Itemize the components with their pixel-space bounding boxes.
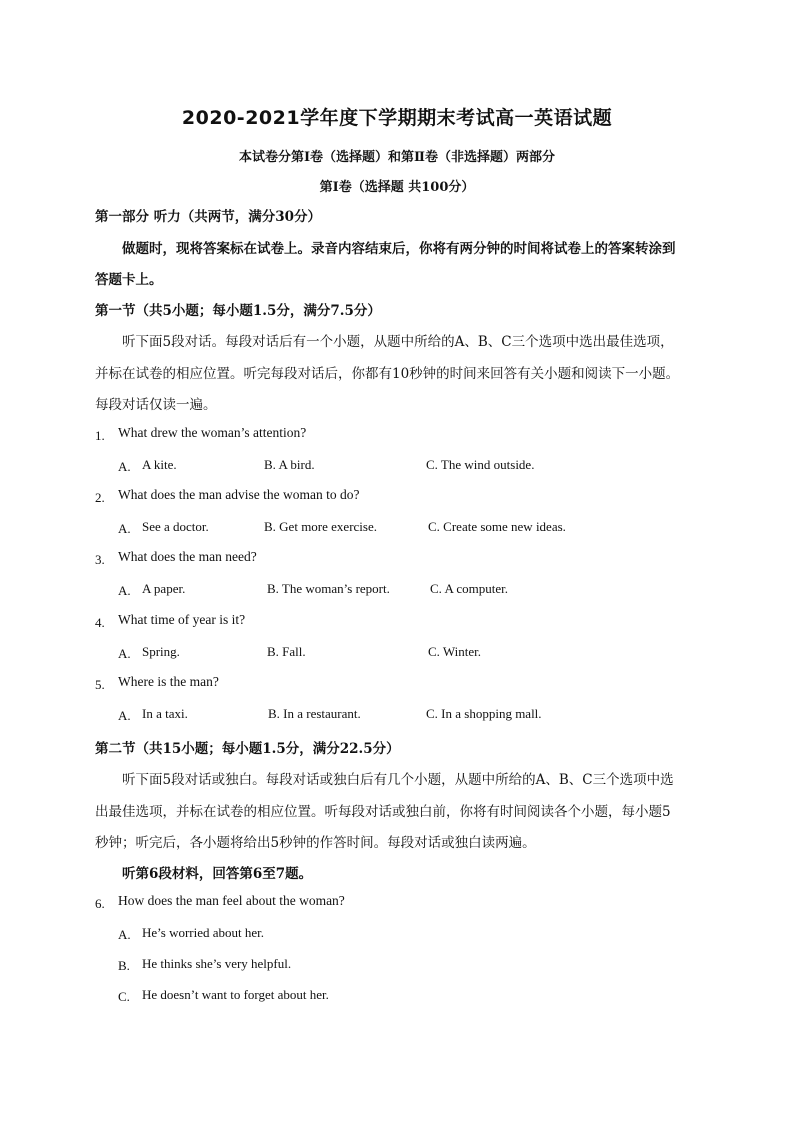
volume-heading: 第Ⅰ卷（选择题 共100分） <box>319 180 475 195</box>
option-b: B. A bird. <box>264 457 315 472</box>
option-a: He’s worried about her. <box>142 925 265 940</box>
question-text: What does the man need? <box>118 549 257 564</box>
option-a: A kite. <box>142 457 177 472</box>
section2-intro-line-1: 听下面5段对话或独白。每段对话或独白后有几个小题，从题中所给的A、B、C三个选项中选 <box>122 772 674 788</box>
option-b: He thinks she’s very helpful. <box>142 956 292 971</box>
option-c: C. In a shopping mall. <box>426 706 542 721</box>
question-text: Where is the man? <box>118 674 219 689</box>
option-b: B. In a restaurant. <box>268 706 361 721</box>
exam-subtitle: 本试卷分第Ⅰ卷（选择题）和第Ⅱ卷（非选择题）两部分 <box>238 150 556 165</box>
option-c: He doesn’t want to forget about her. <box>142 987 329 1002</box>
question-text: What drew the woman’s attention? <box>118 425 307 440</box>
option-a-letter: A. <box>118 583 131 598</box>
option-c: C. A computer. <box>430 581 508 596</box>
section1-intro-line-2: 并标在试卷的相应位置。听完每段对话后，你都有10秒钟的时间来回答有关小题和阅读下一小题。 <box>95 366 680 382</box>
option-a-letter: A. <box>118 708 131 723</box>
exam-title: 2020-2021学年度下学期期末考试高一英语试题 <box>181 107 613 129</box>
option-a: In a taxi. <box>142 706 188 721</box>
instruction-line-2: 答题卡上。 <box>95 272 163 288</box>
option-a: A paper. <box>142 581 186 596</box>
question-number: 4. <box>95 615 105 630</box>
question-text: What does the man advise the woman to do? <box>118 487 360 502</box>
question-text: How does the man feel about the woman? <box>118 893 345 908</box>
option-c: C. The wind outside. <box>426 457 535 472</box>
option-c: C. Winter. <box>428 644 482 659</box>
option-a-letter: A. <box>118 927 131 942</box>
option-a: Spring. <box>142 644 180 659</box>
section2-heading: 第二节（共15小题；每小题1.5分，满分22.5分） <box>95 741 400 757</box>
section2-intro-line-3: 秒钟；听完后，各小题将给出5秒钟的作答时间。每段对话或独白读两遍。 <box>95 835 536 851</box>
section1-heading: 第一节（共5小题；每小题1.5分，满分7.5分） <box>95 303 381 319</box>
option-a-letter: A. <box>118 459 131 474</box>
option-a-letter: A. <box>118 646 131 661</box>
section2-intro-line-2: 出最佳选项，并标在试卷的相应位置。听每段对话或独白前，你将有时间阅读各个小题，每小题5 <box>95 804 671 820</box>
question-number: 2. <box>95 490 105 505</box>
option-c-letter: C. <box>118 989 130 1004</box>
material6-heading: 听第6段材料，回答第6至7题。 <box>122 866 313 882</box>
part1-heading: 第一部分 听力（共两节，满分30分） <box>95 209 321 225</box>
question-number: 6. <box>95 896 105 911</box>
question-number: 3. <box>95 552 105 567</box>
question-number: 5. <box>95 677 105 692</box>
section1-intro-line-1: 听下面5段对话。每段对话后有一个小题，从题中所给的A、B、C三个选项中选出最佳选项， <box>122 334 674 350</box>
option-b: B. Fall. <box>267 644 306 659</box>
instruction-line-1: 做题时，现将答案标在试卷上。录音内容结束后，你将有两分钟的时间将试卷上的答案转涂到 <box>122 241 676 257</box>
option-a-letter: A. <box>118 521 131 536</box>
option-c: C. Create some new ideas. <box>428 519 566 534</box>
option-b: B. Get more exercise. <box>264 519 377 534</box>
section1-intro-line-3: 每段对话仅读一遍。 <box>95 397 217 413</box>
question-number: 1. <box>95 428 105 443</box>
question-text: What time of year is it? <box>118 612 246 627</box>
option-b: B. The woman’s report. <box>267 581 390 596</box>
option-a: See a doctor. <box>142 519 209 534</box>
option-b-letter: B. <box>118 958 130 973</box>
